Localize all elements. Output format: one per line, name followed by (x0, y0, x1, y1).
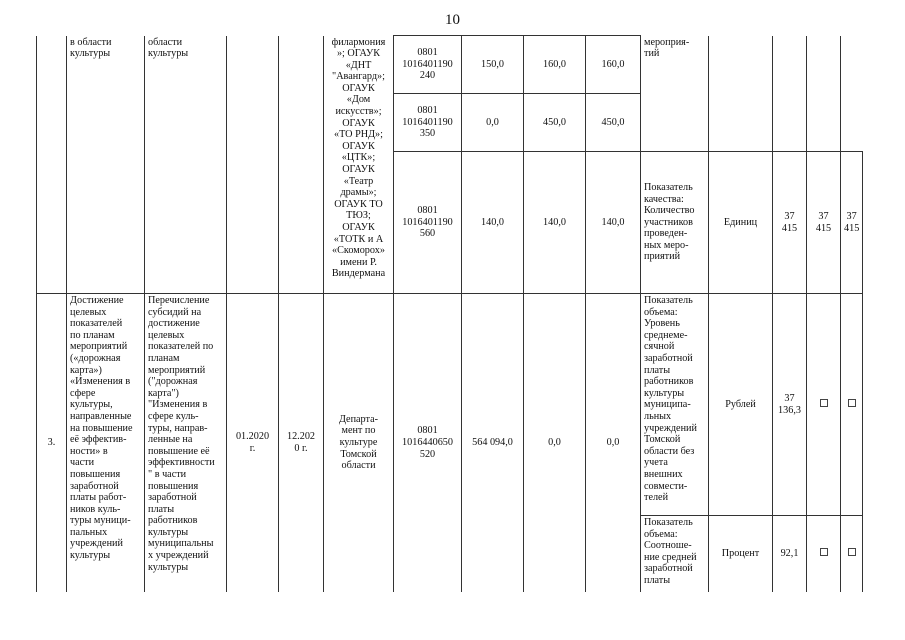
table-row (37, 36, 863, 94)
event-name-cont: в области культуры (67, 36, 145, 294)
kbk-cell: 0801 1016401190 240 (394, 36, 462, 94)
amount-cell: 0,0 (524, 294, 586, 592)
event-name: Достижение целевых показателей по планам мероприятий («дорожная карта») «Изменения в сфере культуры, направленные на повышение её эффектив- ности» в части повышения заработной платы работ- ников куль- туры муници- пальных учреждений культуры (67, 294, 145, 592)
amount-cell: 0,0 (586, 294, 641, 592)
empty-box-cell (807, 516, 841, 592)
amount-cell: 150,0 (462, 36, 524, 94)
amount-cell: 140,0 (462, 152, 524, 294)
unit-cell: Процент (709, 516, 773, 592)
empty-box-cell (807, 294, 841, 516)
value-cell: 37 415 (807, 152, 841, 294)
empty-box-cell (841, 294, 863, 516)
kbk-cell: 0801 1016401190 350 (394, 94, 462, 152)
amount-cell: 0,0 (462, 94, 524, 152)
page-number: 10 (445, 12, 460, 28)
value-cell: 37 415 (773, 152, 807, 294)
program-table (36, 35, 863, 592)
value-cell: 37 415 (841, 152, 863, 294)
executor-cont: филармония »; ОГАУК «ДНТ "Авангард»; ОГАУК «Дом искусств»; ОГАУК «ТО РНД»; ОГАУК «ЦТК»; ОГАУК «Театр драмы»; ОГАУК ТО ТЮЗ; ОГАУК «ТОТК и А «Скоморох» имени Р. Виндермана (324, 36, 394, 294)
event-desc-cont: области культуры (145, 36, 227, 294)
start-date: 01.2020 г. (227, 294, 279, 592)
volume-indicator: Показатель объема: Соотноше- ние средней заработной платы (641, 516, 709, 592)
amount-cell: 450,0 (586, 94, 641, 152)
empty-box-icon (820, 399, 828, 407)
unit-cell: Рублей (709, 294, 773, 516)
kbk-cell: 0801 1016401190 560 (394, 152, 462, 294)
amount-cell: 160,0 (524, 36, 586, 94)
end-date: 12.202 0 г. (279, 294, 324, 592)
executor: Департа- мент по культуре Томской области (324, 294, 394, 592)
value-cell: 37 136,3 (773, 294, 807, 516)
empty-box-icon (848, 548, 856, 556)
empty-box-icon (848, 399, 856, 407)
amount-cell: 160,0 (586, 36, 641, 94)
value-cell: 92,1 (773, 516, 807, 592)
row-number: 3. (37, 294, 67, 592)
volume-indicator: Показатель объема: Уровень среднеме- сячной заработной платы работников культуры муниципа- льных учреждений Томской области без учета внешних совмести- телей (641, 294, 709, 516)
event-desc: Перечисление субсидий на достижение целевых показателей по планам мероприятий ("дорожная карта") "Изменения в сфере куль- туры, направ- ленные на повышение её эффективности " в части повышения заработной платы работников культуры муниципальны х учреждений культуры (145, 294, 227, 592)
amount-cell: 450,0 (524, 94, 586, 152)
table-row (37, 294, 863, 516)
amount-cell: 140,0 (586, 152, 641, 294)
quality-indicator: Показатель качества: Количество участников проведен- ных меро- приятий (641, 152, 709, 294)
amount-cell: 140,0 (524, 152, 586, 294)
empty-box-cell (841, 516, 863, 592)
indicator-cont: мероприя- тий (641, 36, 709, 152)
amount-cell: 564 094,0 (462, 294, 524, 592)
unit-cell: Единиц (709, 152, 773, 294)
empty-box-icon (820, 548, 828, 556)
kbk-cell: 0801 1016440650 520 (394, 294, 462, 592)
